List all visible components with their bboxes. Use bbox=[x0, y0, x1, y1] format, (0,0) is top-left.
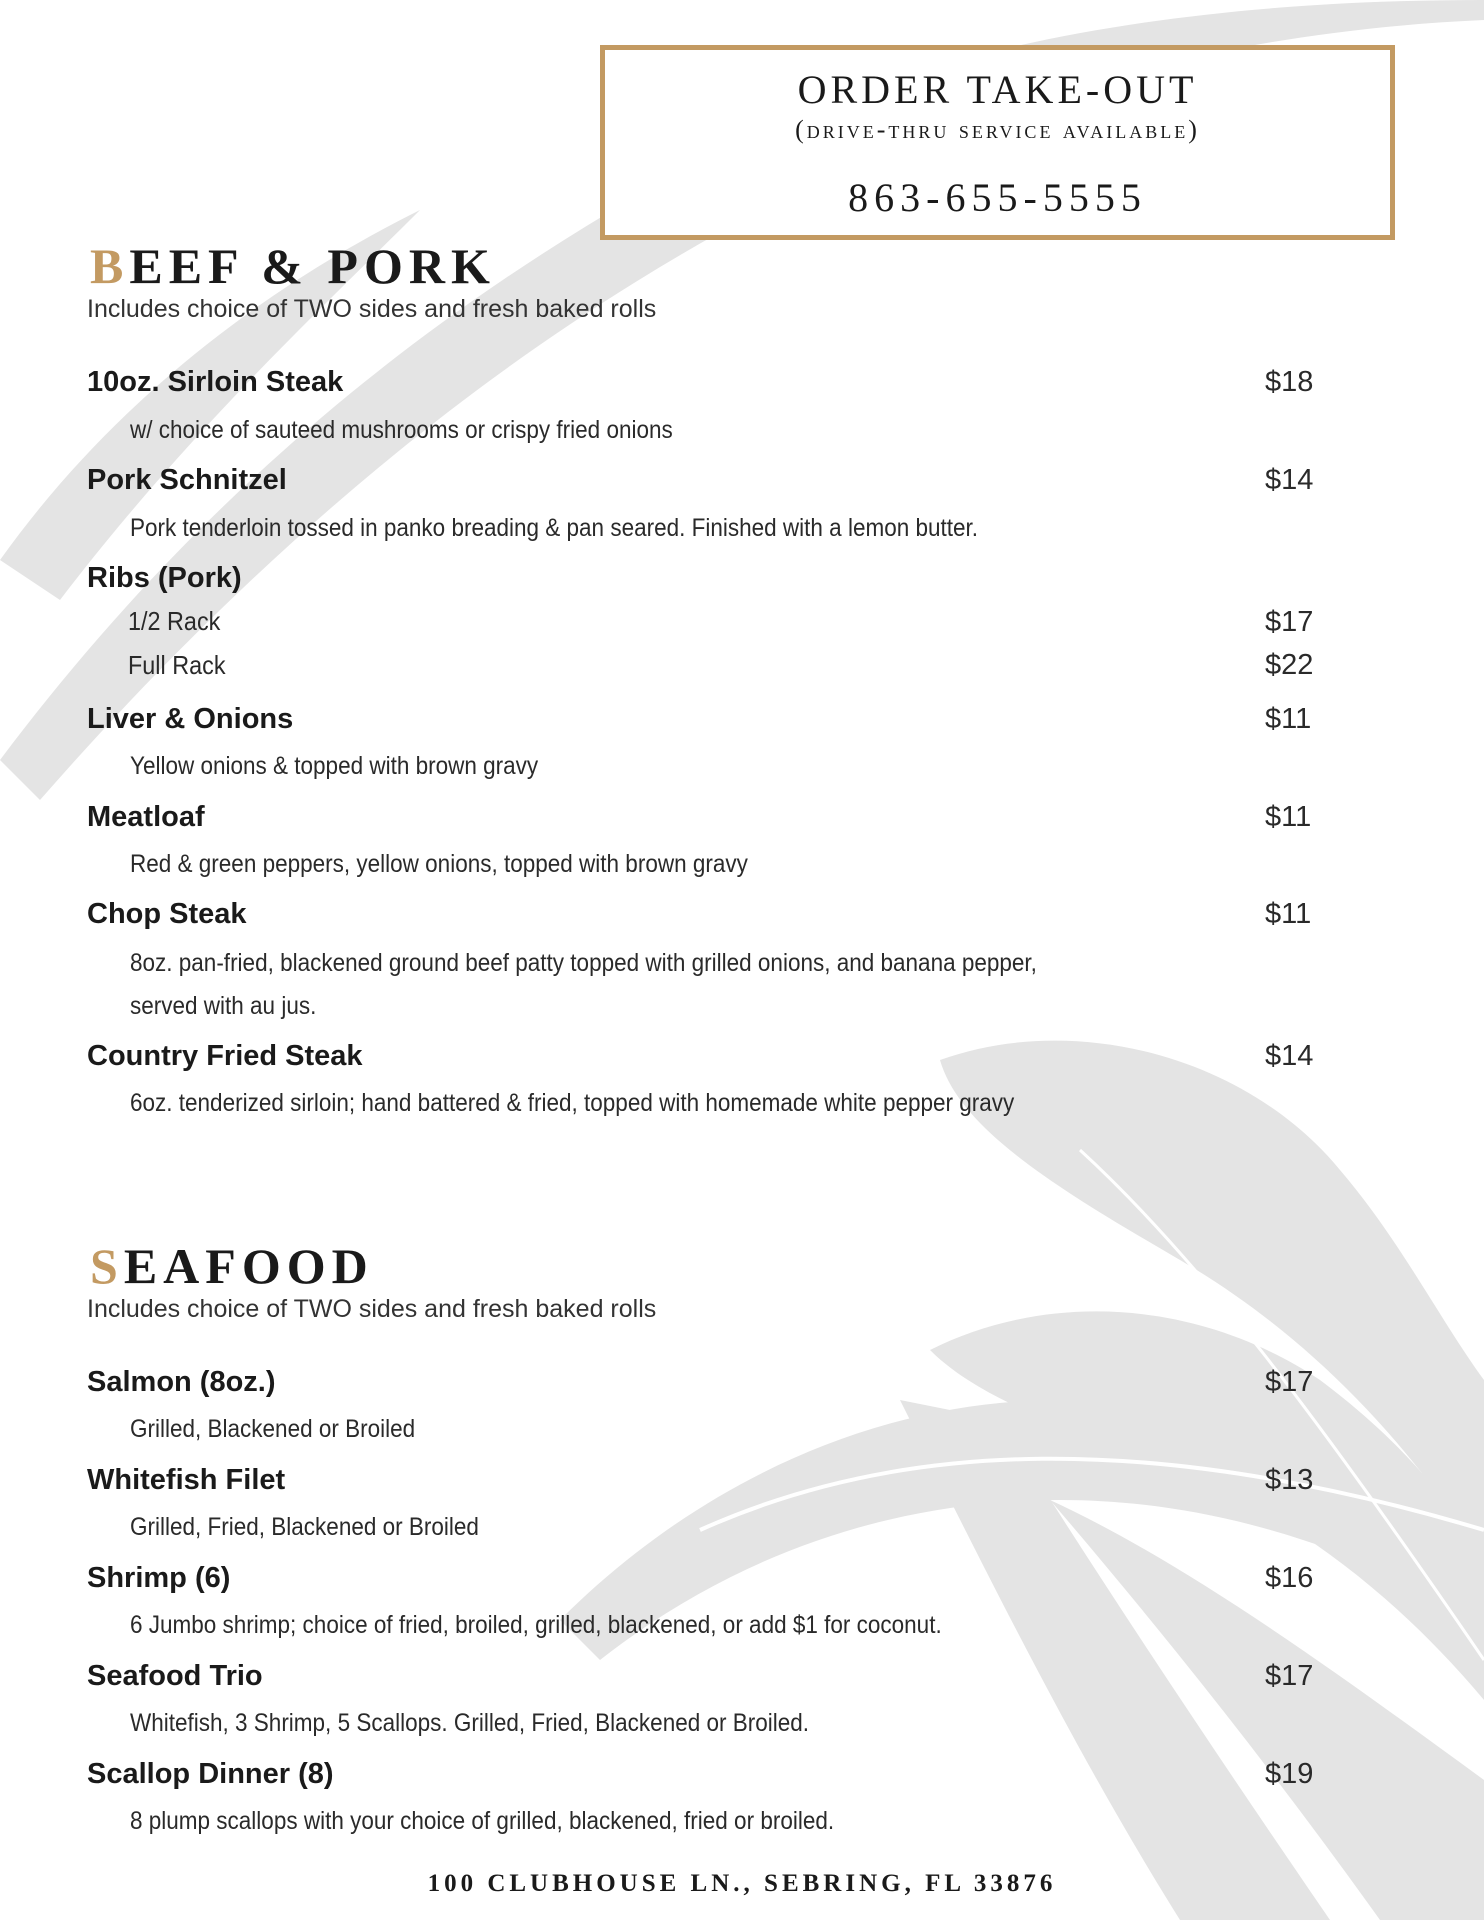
section-title-rest: EAFOOD bbox=[123, 1238, 374, 1294]
menu-item-price: $16 bbox=[1265, 1562, 1314, 1594]
menu-item-name: Salmon (8oz.) bbox=[87, 1366, 276, 1398]
menu-item-description: w/ choice of sauteed mushrooms or crispy fried onions bbox=[130, 416, 673, 444]
menu-item-description: 8oz. pan-fried, blackened ground beef patty topped with grilled onions, and banana pepper, bbox=[130, 949, 1037, 977]
menu-option-label: 1/2 Rack bbox=[128, 606, 221, 636]
menu-item-description: served with au jus. bbox=[130, 992, 317, 1020]
menu-item-name: Country Fried Steak bbox=[87, 1040, 363, 1072]
menu-option-label: Full Rack bbox=[128, 650, 226, 680]
section-title bbox=[90, 1236, 374, 1296]
menu-item-description: Red & green peppers, yellow onions, topped with brown gravy bbox=[130, 850, 748, 878]
section-title-rest: EEF & PORK bbox=[129, 238, 496, 294]
menu-item-description: Grilled, Fried, Blackened or Broiled bbox=[130, 1513, 479, 1541]
section-title-initial: B bbox=[90, 238, 130, 294]
footer-address: 100 CLUBHOUSE LN., SEBRING, FL 33876 bbox=[427, 1870, 1057, 1897]
menu-item-name: Scallop Dinner (8) bbox=[87, 1758, 334, 1790]
order-phone-number[interactable]: 863-655-5555 bbox=[848, 175, 1147, 220]
menu-item-price: $19 bbox=[1265, 1758, 1314, 1790]
menu-item-description: Yellow onions & topped with brown gravy bbox=[130, 752, 539, 780]
menu-item-name: Whitefish Filet bbox=[87, 1464, 286, 1496]
menu-item-price: $11 bbox=[1265, 703, 1312, 735]
order-title: ORDER TAKE-OUT bbox=[797, 67, 1198, 112]
order-takeout-box bbox=[600, 45, 1395, 240]
menu-item-name: Seafood Trio bbox=[87, 1660, 263, 1692]
order-subtitle: (drive-thru service available) bbox=[795, 115, 1200, 144]
menu-item-description: Pork tenderloin tossed in panko breading & pan seared. Finished with a lemon butter. bbox=[130, 514, 979, 542]
menu-item-price: $18 bbox=[1265, 366, 1314, 398]
menu-item-name: Shrimp (6) bbox=[87, 1562, 231, 1594]
menu-item-price: $14 bbox=[1265, 1040, 1314, 1072]
menu-item-description: 8 plump scallops with your choice of grilled, blackened, fried or broiled. bbox=[130, 1807, 835, 1835]
menu-option-price: $17 bbox=[1265, 606, 1314, 638]
menu-item-name: Liver & Onions bbox=[87, 703, 294, 735]
menu-item-price: $11 bbox=[1265, 898, 1312, 930]
menu-item-description: Whitefish, 3 Shrimp, 5 Scallops. Grilled, Fried, Blackened or Broiled. bbox=[130, 1709, 810, 1737]
menu-item-price: $17 bbox=[1265, 1660, 1314, 1692]
menu-item-description: Grilled, Blackened or Broiled bbox=[130, 1415, 416, 1443]
menu-item-price: $11 bbox=[1265, 801, 1312, 833]
menu-item-name: Ribs (Pork) bbox=[87, 562, 242, 594]
menu-item-description: 6 Jumbo shrimp; choice of fried, broiled, grilled, blackened, or add $1 for coconut. bbox=[130, 1611, 942, 1639]
menu-item-price: $17 bbox=[1265, 1366, 1314, 1398]
menu-item-name: Chop Steak bbox=[87, 898, 247, 930]
menu-item-name: 10oz. Sirloin Steak bbox=[87, 366, 344, 398]
menu-item-price: $13 bbox=[1265, 1464, 1314, 1496]
menu-item-price: $14 bbox=[1265, 464, 1314, 496]
menu-item-description: 6oz. tenderized sirloin; hand battered & fried, topped with homemade white pepper gravy bbox=[130, 1089, 1015, 1117]
section-title bbox=[90, 236, 496, 296]
menu-item-name: Meatloaf bbox=[87, 801, 205, 833]
section-subtitle: Includes choice of TWO sides and fresh baked rolls bbox=[87, 1295, 657, 1323]
section-title-initial: S bbox=[90, 1238, 124, 1294]
menu-item-name: Pork Schnitzel bbox=[87, 464, 287, 496]
section-subtitle: Includes choice of TWO sides and fresh baked rolls bbox=[87, 295, 657, 323]
menu-option-price: $22 bbox=[1265, 649, 1314, 681]
